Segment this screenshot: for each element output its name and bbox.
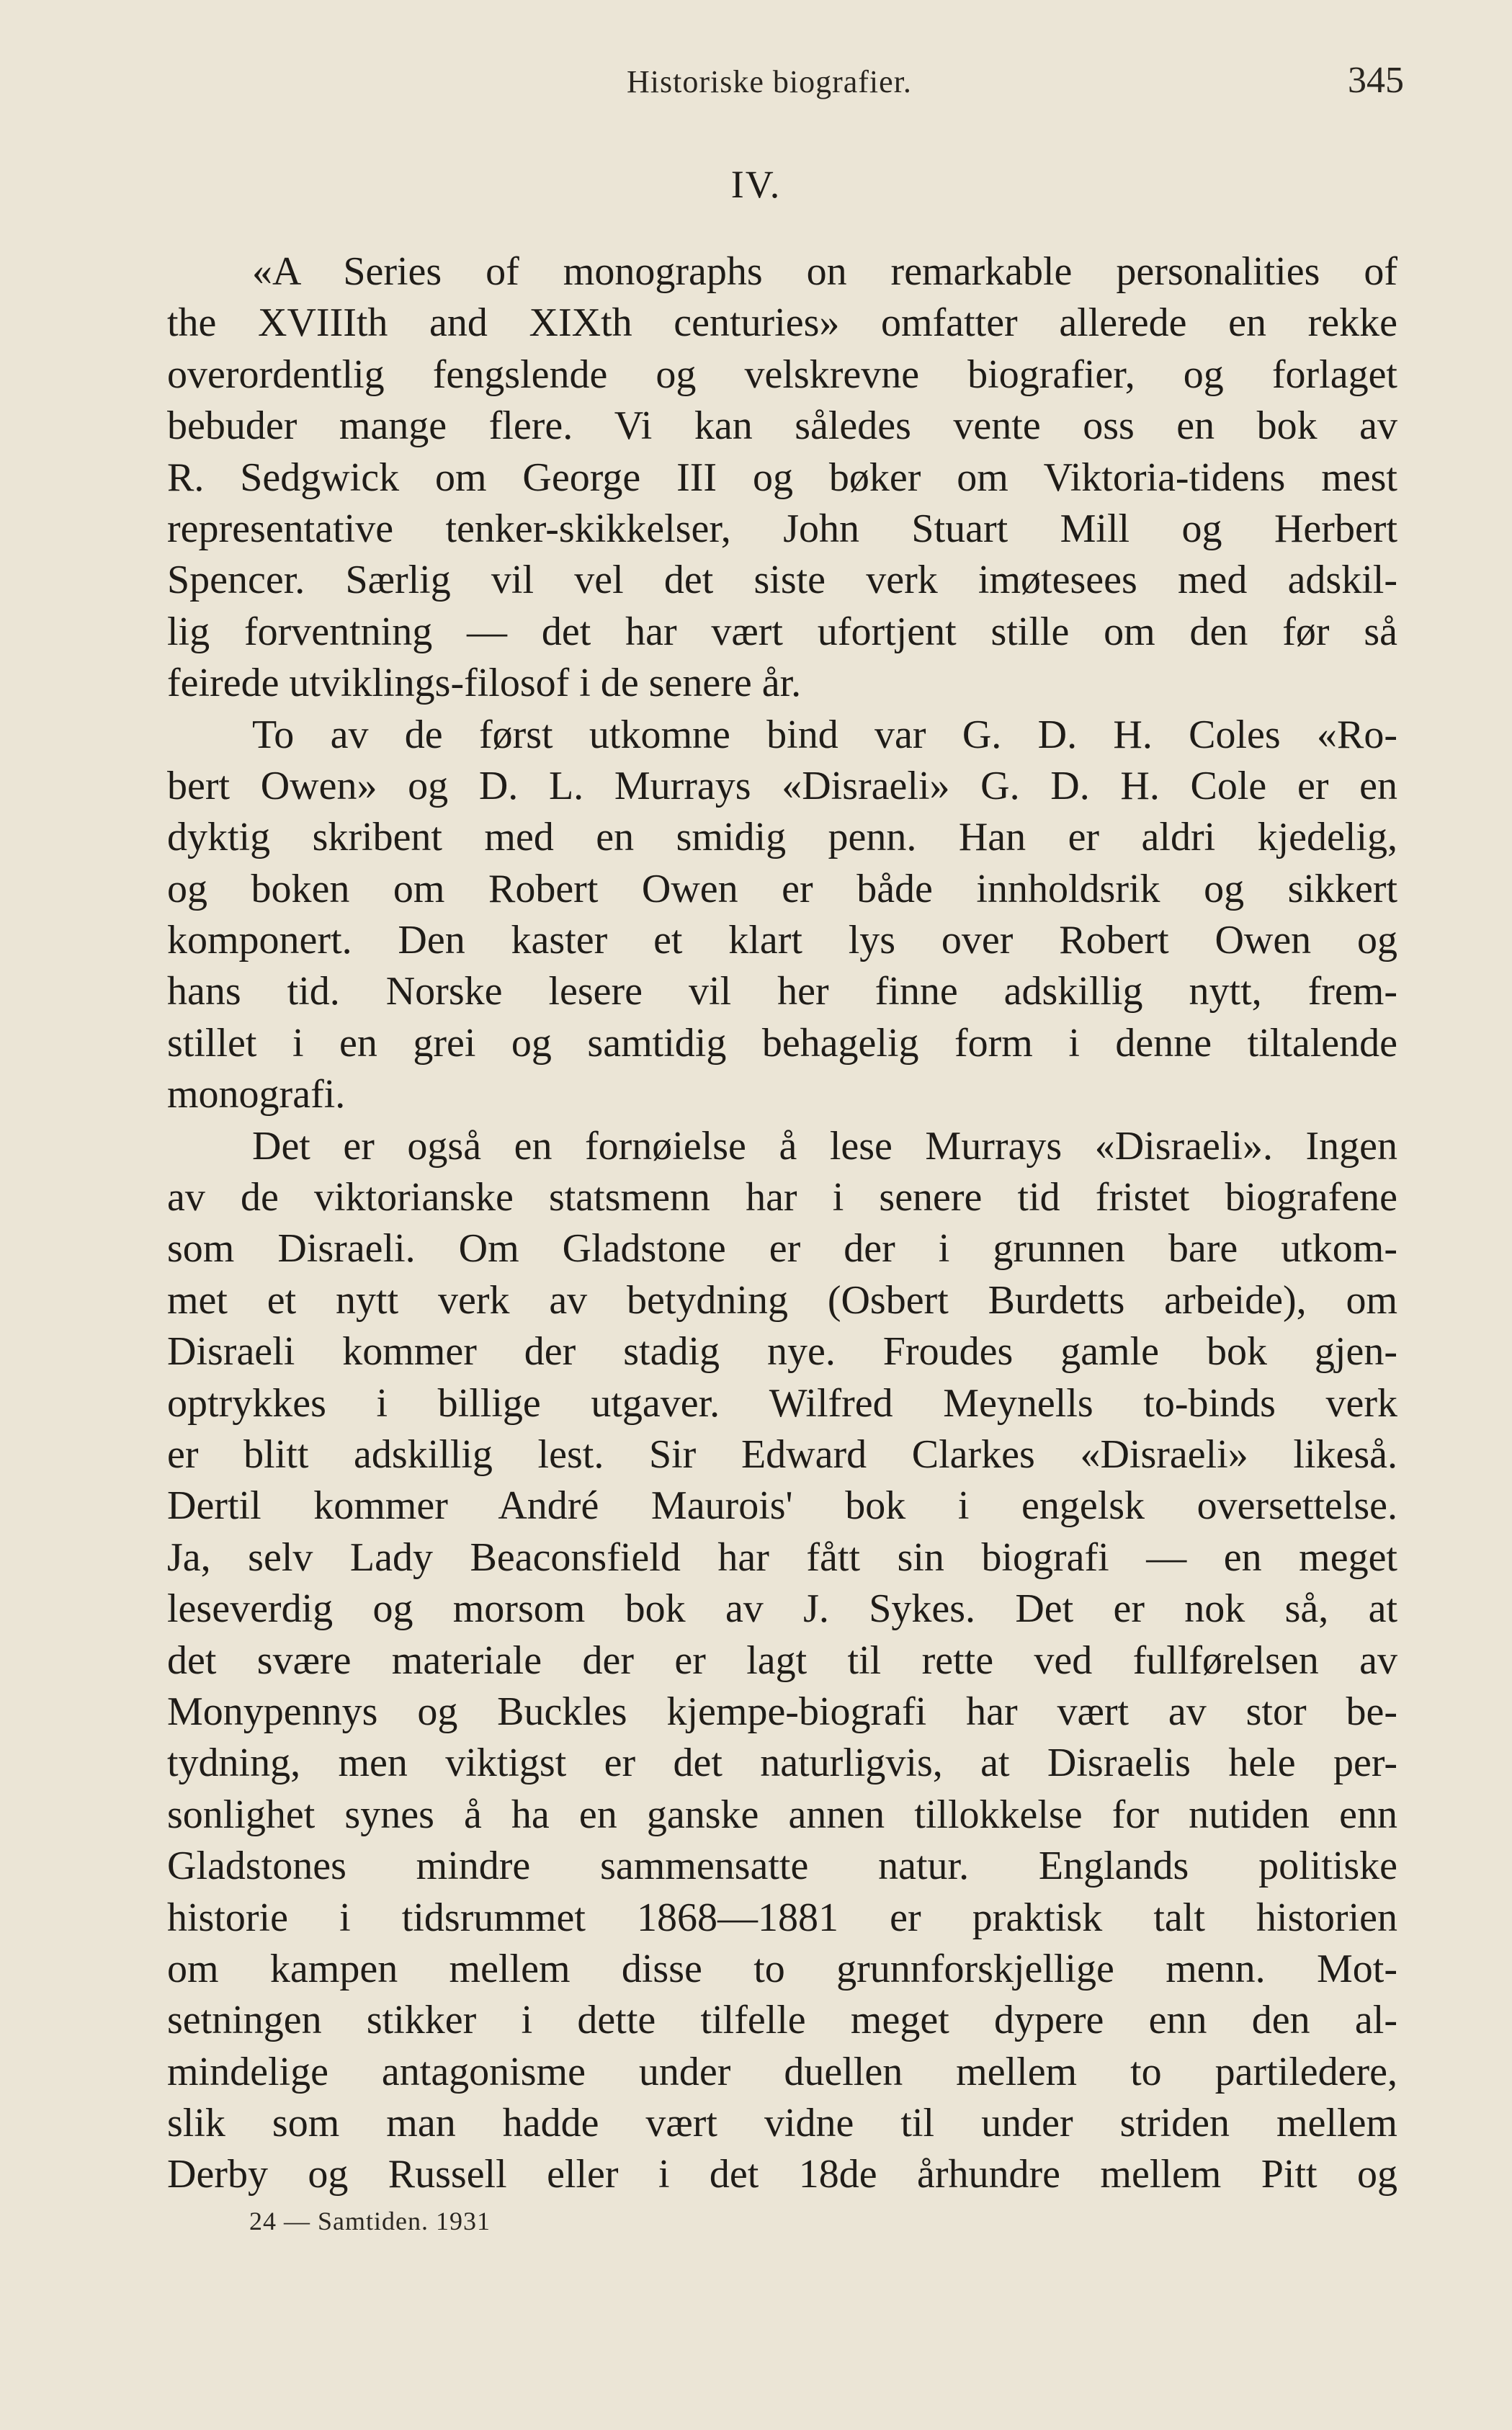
text-line: og boken om Robert Owen er både innholdsrik og sikkert	[167, 866, 1397, 911]
text-line: dyktig skribent med en smidig penn. Han er aldri kjedelig,	[167, 815, 1397, 860]
text-line: det svære materiale der er lagt til rette ved fullførelsen av	[167, 1638, 1397, 1683]
text-line: feirede utviklings-filosof i de senere år.	[167, 661, 802, 706]
text-line: «A Series of monographs on remarkable personalities of	[252, 249, 1397, 294]
text-line: komponert. Den kaster et klart lys over Robert Owen og	[167, 918, 1397, 963]
body-text	[167, 246, 1397, 2201]
text-line: optrykkes i billige utgaver. Wilfred Meynells to-binds verk	[167, 1380, 1397, 1426]
text-line: Gladstones mindre sammensatte natur. Englands politiske	[167, 1844, 1397, 1889]
text-line: the XVIIIth and XIXth centuries» omfatter allerede en rekke	[167, 300, 1397, 346]
text-line: Derby og Russell eller i det 18de århundre mellem Pitt og	[167, 2152, 1397, 2197]
text-line: historie i tidsrummet 1868—1881 er praktisk talt historien	[167, 1895, 1397, 1940]
text-line: er blitt adskillig lest. Sir Edward Clarkes «Disraeli» likeså.	[167, 1431, 1397, 1477]
text-line: Monypennys og Buckles kjempe-biografi har vært av stor be-	[167, 1689, 1397, 1734]
text-line: slik som man hadde vært vidne til under striden mellem	[167, 2101, 1397, 2146]
text-line: To av de først utkomne bind var G. D. H. Coles «Ro-	[252, 712, 1397, 757]
text-line: bert Owen» og D. L. Murrays «Disraeli» G. D. H. Cole er en	[167, 763, 1397, 808]
text-line: setningen stikker i dette tilfelle meget dypere enn den al-	[167, 1998, 1397, 2043]
text-line: Disraeli kommer der stadig nye. Froudes gamle bok gjen-	[167, 1329, 1397, 1375]
text-line: sonlighet synes å ha en ganske annen tillokkelse for nutiden enn	[167, 1792, 1397, 1837]
paragraph	[167, 246, 1397, 710]
paragraph	[167, 1121, 1397, 2201]
text-line: hans tid. Norske lesere vil her finne adskillig nytt, frem-	[167, 969, 1397, 1014]
text-line: R. Sedgwick om George III og bøker om Viktoria-tidens mest	[167, 455, 1397, 500]
text-line: mindelige antagonisme under duellen mellem to partiledere,	[167, 2049, 1397, 2094]
text-line: Ja, selv Lady Beaconsfield har fått sin biografi — en meget	[167, 1535, 1397, 1580]
text-line: met et nytt verk av betydning (Osbert Burdetts arbeide), om	[167, 1277, 1397, 1323]
text-line: Dertil kommer André Maurois' bok i engelsk oversettelse.	[167, 1483, 1397, 1529]
text-line: monografi.	[167, 1072, 346, 1117]
running-head: Historiske biografier.	[627, 64, 912, 99]
text-line: tydning, men viktigst er det naturligvis, at Disraelis hele per-	[167, 1741, 1397, 1786]
text-line: Spencer. Særlig vil vel det siste verk imøtesees med adskil-	[167, 558, 1397, 603]
text-line: leseverdig og morsom bok av J. Sykes. Det er nok så, at	[167, 1586, 1397, 1632]
text-line: bebuder mange flere. Vi kan således vente oss en bok av	[167, 403, 1397, 449]
text-line: om kampen mellem disse to grunnforskjellige menn. Mot-	[167, 1946, 1397, 1991]
text-line: stillet i en grei og samtidig behagelig form i denne tiltalende	[167, 1020, 1397, 1066]
text-line: som Disraeli. Om Gladstone er der i grunnen bare utkom-	[167, 1226, 1397, 1272]
paragraph	[167, 710, 1397, 1121]
page-number: 345	[1348, 60, 1404, 101]
text-line: Det er også en fornøielse å lese Murrays «Disraeli». Ingen	[252, 1123, 1397, 1169]
section-heading: IV.	[730, 163, 782, 206]
signature-mark: 24 — Samtiden. 1931	[249, 2207, 491, 2235]
text-line: representative tenker-skikkelser, John Stuart Mill og Herbert	[167, 506, 1397, 551]
text-line: av de viktorianske statsmenn har i senere tid fristet biografene	[167, 1175, 1397, 1220]
text-line: overordentlig fengslende og velskrevne biografier, og forlaget	[167, 352, 1397, 397]
text-line: lig forventning — det har vært ufortjent stille om den før så	[167, 609, 1397, 654]
